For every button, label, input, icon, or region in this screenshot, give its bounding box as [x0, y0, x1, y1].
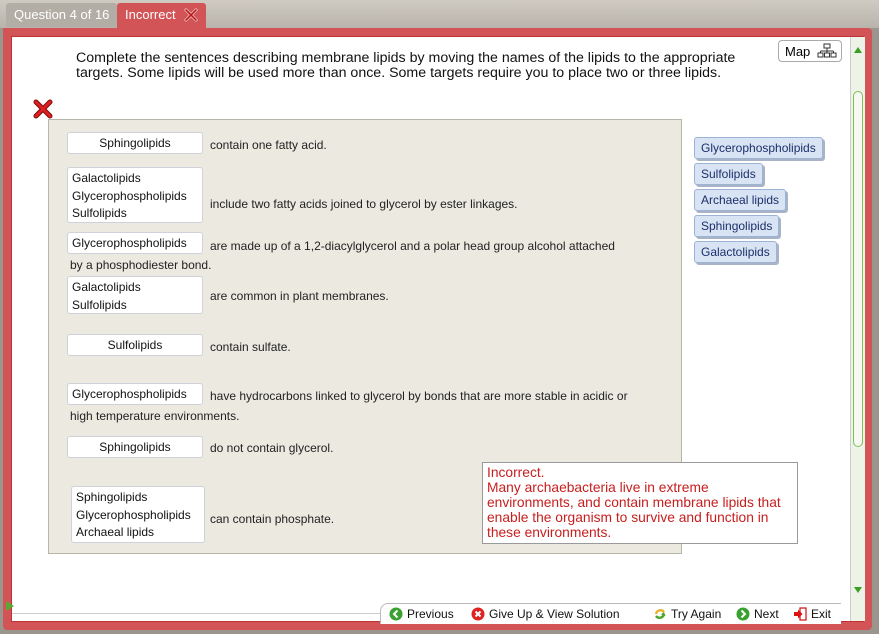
exit-icon	[793, 607, 807, 621]
sentence-text: can contain phosphate.	[210, 512, 335, 526]
scroll-down-icon[interactable]	[853, 585, 863, 595]
sentence-text: include two fatty acids joined to glycerol by ester linkages.	[210, 197, 518, 211]
next-label: Next	[754, 607, 779, 621]
drop-target-3[interactable]	[67, 232, 203, 254]
play-icon[interactable]	[5, 600, 15, 612]
give-up-label: Give Up & View Solution	[489, 607, 620, 621]
placed-label[interactable]: Sphingolipids	[99, 440, 171, 454]
question-frame	[3, 28, 872, 630]
previous-label: Previous	[407, 607, 454, 621]
tab-status-incorrect	[117, 3, 206, 28]
tab-question-number	[6, 3, 117, 27]
bank-item-glycerophospholipids[interactable]: Glycerophospholipids	[694, 137, 823, 159]
try-again-button[interactable]	[653, 606, 721, 622]
bottom-bar	[12, 603, 850, 623]
scroll-up-icon[interactable]	[853, 45, 863, 55]
exit-button[interactable]	[793, 606, 831, 622]
drop-target-2[interactable]	[67, 167, 203, 223]
sentence-text: contain sulfate.	[210, 340, 291, 354]
give-up-button[interactable]	[471, 606, 620, 622]
sentence-text: are common in plant membranes.	[210, 289, 389, 303]
drop-target-6[interactable]	[67, 383, 203, 405]
placed-label[interactable]: Archaeal lipids	[76, 525, 155, 539]
sentence-text-continued: by a phosphodiester bond.	[70, 258, 212, 272]
placed-label[interactable]: Glycerophospholipids	[72, 387, 187, 401]
previous-button[interactable]	[389, 606, 454, 622]
exit-label: Exit	[811, 607, 832, 621]
map-button[interactable]	[778, 40, 842, 62]
placed-label[interactable]: Glycerophospholipids	[72, 188, 187, 203]
refresh-icon	[653, 607, 667, 621]
give-up-icon	[471, 607, 485, 621]
drop-target-4[interactable]	[67, 276, 203, 314]
next-arrow-icon	[736, 607, 750, 621]
map-label: Map	[785, 44, 811, 59]
placed-label[interactable]: Glycerophospholipids	[76, 507, 191, 522]
incorrect-x-icon	[183, 7, 199, 23]
drop-target-7[interactable]	[67, 436, 203, 458]
placed-label[interactable]: Sphingolipids	[76, 490, 148, 504]
placed-label[interactable]: Sulfolipids	[107, 338, 163, 352]
sitemap-icon	[817, 43, 837, 59]
bank-item-galactolipids[interactable]: Galactolipids	[694, 241, 777, 263]
placed-label[interactable]: Sphingolipids	[99, 136, 171, 150]
try-again-label: Try Again	[671, 607, 722, 621]
incorrect-mark-icon	[33, 99, 53, 119]
next-button[interactable]	[736, 606, 779, 622]
status-label: Incorrect	[125, 7, 176, 22]
placed-label[interactable]: Sulfolipids	[72, 297, 127, 312]
sentence-text-continued: high temperature environments.	[70, 409, 240, 423]
bank-item-sphingolipids[interactable]: Sphingolipids	[694, 215, 779, 237]
drop-target-8[interactable]	[71, 486, 205, 543]
sentence-text: are made up of a 1,2-diacylglycerol and a polar head group alcohol attached	[210, 239, 615, 253]
bank-item-archaeal-lipids[interactable]: Archaeal lipids	[694, 189, 786, 211]
drop-target-5[interactable]	[67, 334, 203, 356]
feedback-box	[482, 462, 798, 544]
feedback-body: Many archaebacteria live in extreme environments, and contain membrane lipids that enable the organism to survive and function in these environments.	[487, 480, 781, 540]
placed-label[interactable]: Galactolipids	[72, 171, 141, 185]
sentence-text: have hydrocarbons linked to glycerol by bonds that are more stable in acidic or	[210, 389, 628, 403]
previous-arrow-icon	[389, 607, 403, 621]
placed-label[interactable]: Glycerophospholipids	[72, 236, 187, 250]
placed-label[interactable]: Galactolipids	[72, 280, 141, 294]
drop-target-1[interactable]	[67, 132, 203, 154]
feedback-title: Incorrect.	[487, 465, 545, 480]
question-panel	[11, 36, 864, 622]
sentence-text: do not contain glycerol.	[210, 441, 334, 455]
question-counter: Question 4 of 16	[14, 7, 110, 22]
instructions-text: Complete the sentences describing membrane lipids by moving the names of the lipids to the appropriate targets. Some lipids will be used more than once. Some targets require you to place two or three lipids.	[76, 50, 736, 81]
bank-item-sulfolipids[interactable]: Sulfolipids	[694, 163, 763, 185]
bottom-divider	[12, 613, 382, 624]
vertical-scrollbar[interactable]	[850, 37, 865, 621]
scroll-thumb[interactable]	[853, 91, 863, 447]
placed-label[interactable]: Sulfolipids	[72, 206, 127, 220]
navigation-bar	[380, 603, 841, 624]
sentence-text: contain one fatty acid.	[210, 138, 327, 152]
